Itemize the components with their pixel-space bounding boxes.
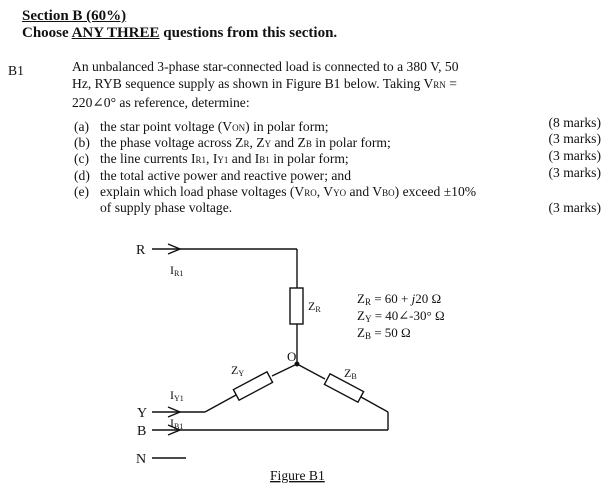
value-zb: ZB = 50 Ω [357,325,411,341]
marks-e: (3 marks) [548,200,601,215]
figure-caption: Figure B1 [270,468,325,483]
part-b: (b) the phase voltage across ZR, ZY and ZB in polar form; [74,135,391,151]
section-instruction: Choose ANY THREE questions from this section. [22,25,338,41]
current-iy1: IY1 [170,388,184,403]
instruction-emphasis: ANY THREE [71,25,160,41]
question-label: B1 [8,63,24,78]
label-zy: ZY [231,363,245,378]
terminal-r: R [136,243,146,258]
intro-line-3: 220∠0° as reference, determine: [72,95,250,110]
figure-b1 [0,236,611,489]
part-c: (c) the line currents IR1, IY1 and IB1 in polar form; [74,151,349,167]
marks-b: (3 marks) [548,131,601,146]
marks-d: (3 marks) [548,165,601,180]
terminal-b: B [137,424,147,439]
zr-resistor [290,288,303,324]
part-e-line-2: of supply phase voltage. [100,199,233,215]
part-a: (a) the star point voltage (VON) in polar form; [74,119,329,134]
section-title: Section B (60%) [22,8,127,24]
question-intro [72,58,542,111]
marks-c: (3 marks) [548,148,601,163]
marks-a: (8 marks) [548,115,601,130]
terminal-n: N [136,452,147,467]
current-ir1: IR1 [170,263,184,278]
value-zr: ZR = 60 + j20 Ω [357,291,442,307]
label-zb: ZB [344,366,357,381]
part-e: (e) explain which load phase voltages (VRO, VYO and VBO) exceed ±10% [74,183,477,199]
intro-line-2: Hz, RYB sequence supply as shown in Figure B1 below. Taking VRN = [72,76,457,91]
terminal-y: Y [137,406,148,421]
current-ib1: IB1 [170,416,184,431]
value-zy: ZY = 40∠-30° Ω [357,308,445,324]
part-d: (d) the total active power and reactive power; and [74,167,351,183]
star-point-label: O [287,349,297,364]
question-parts [74,118,476,215]
intro-line-1: An unbalanced 3-phase star-connected load is connected to a 380 V, 50 [72,59,459,74]
label-zr: ZR [308,299,321,314]
